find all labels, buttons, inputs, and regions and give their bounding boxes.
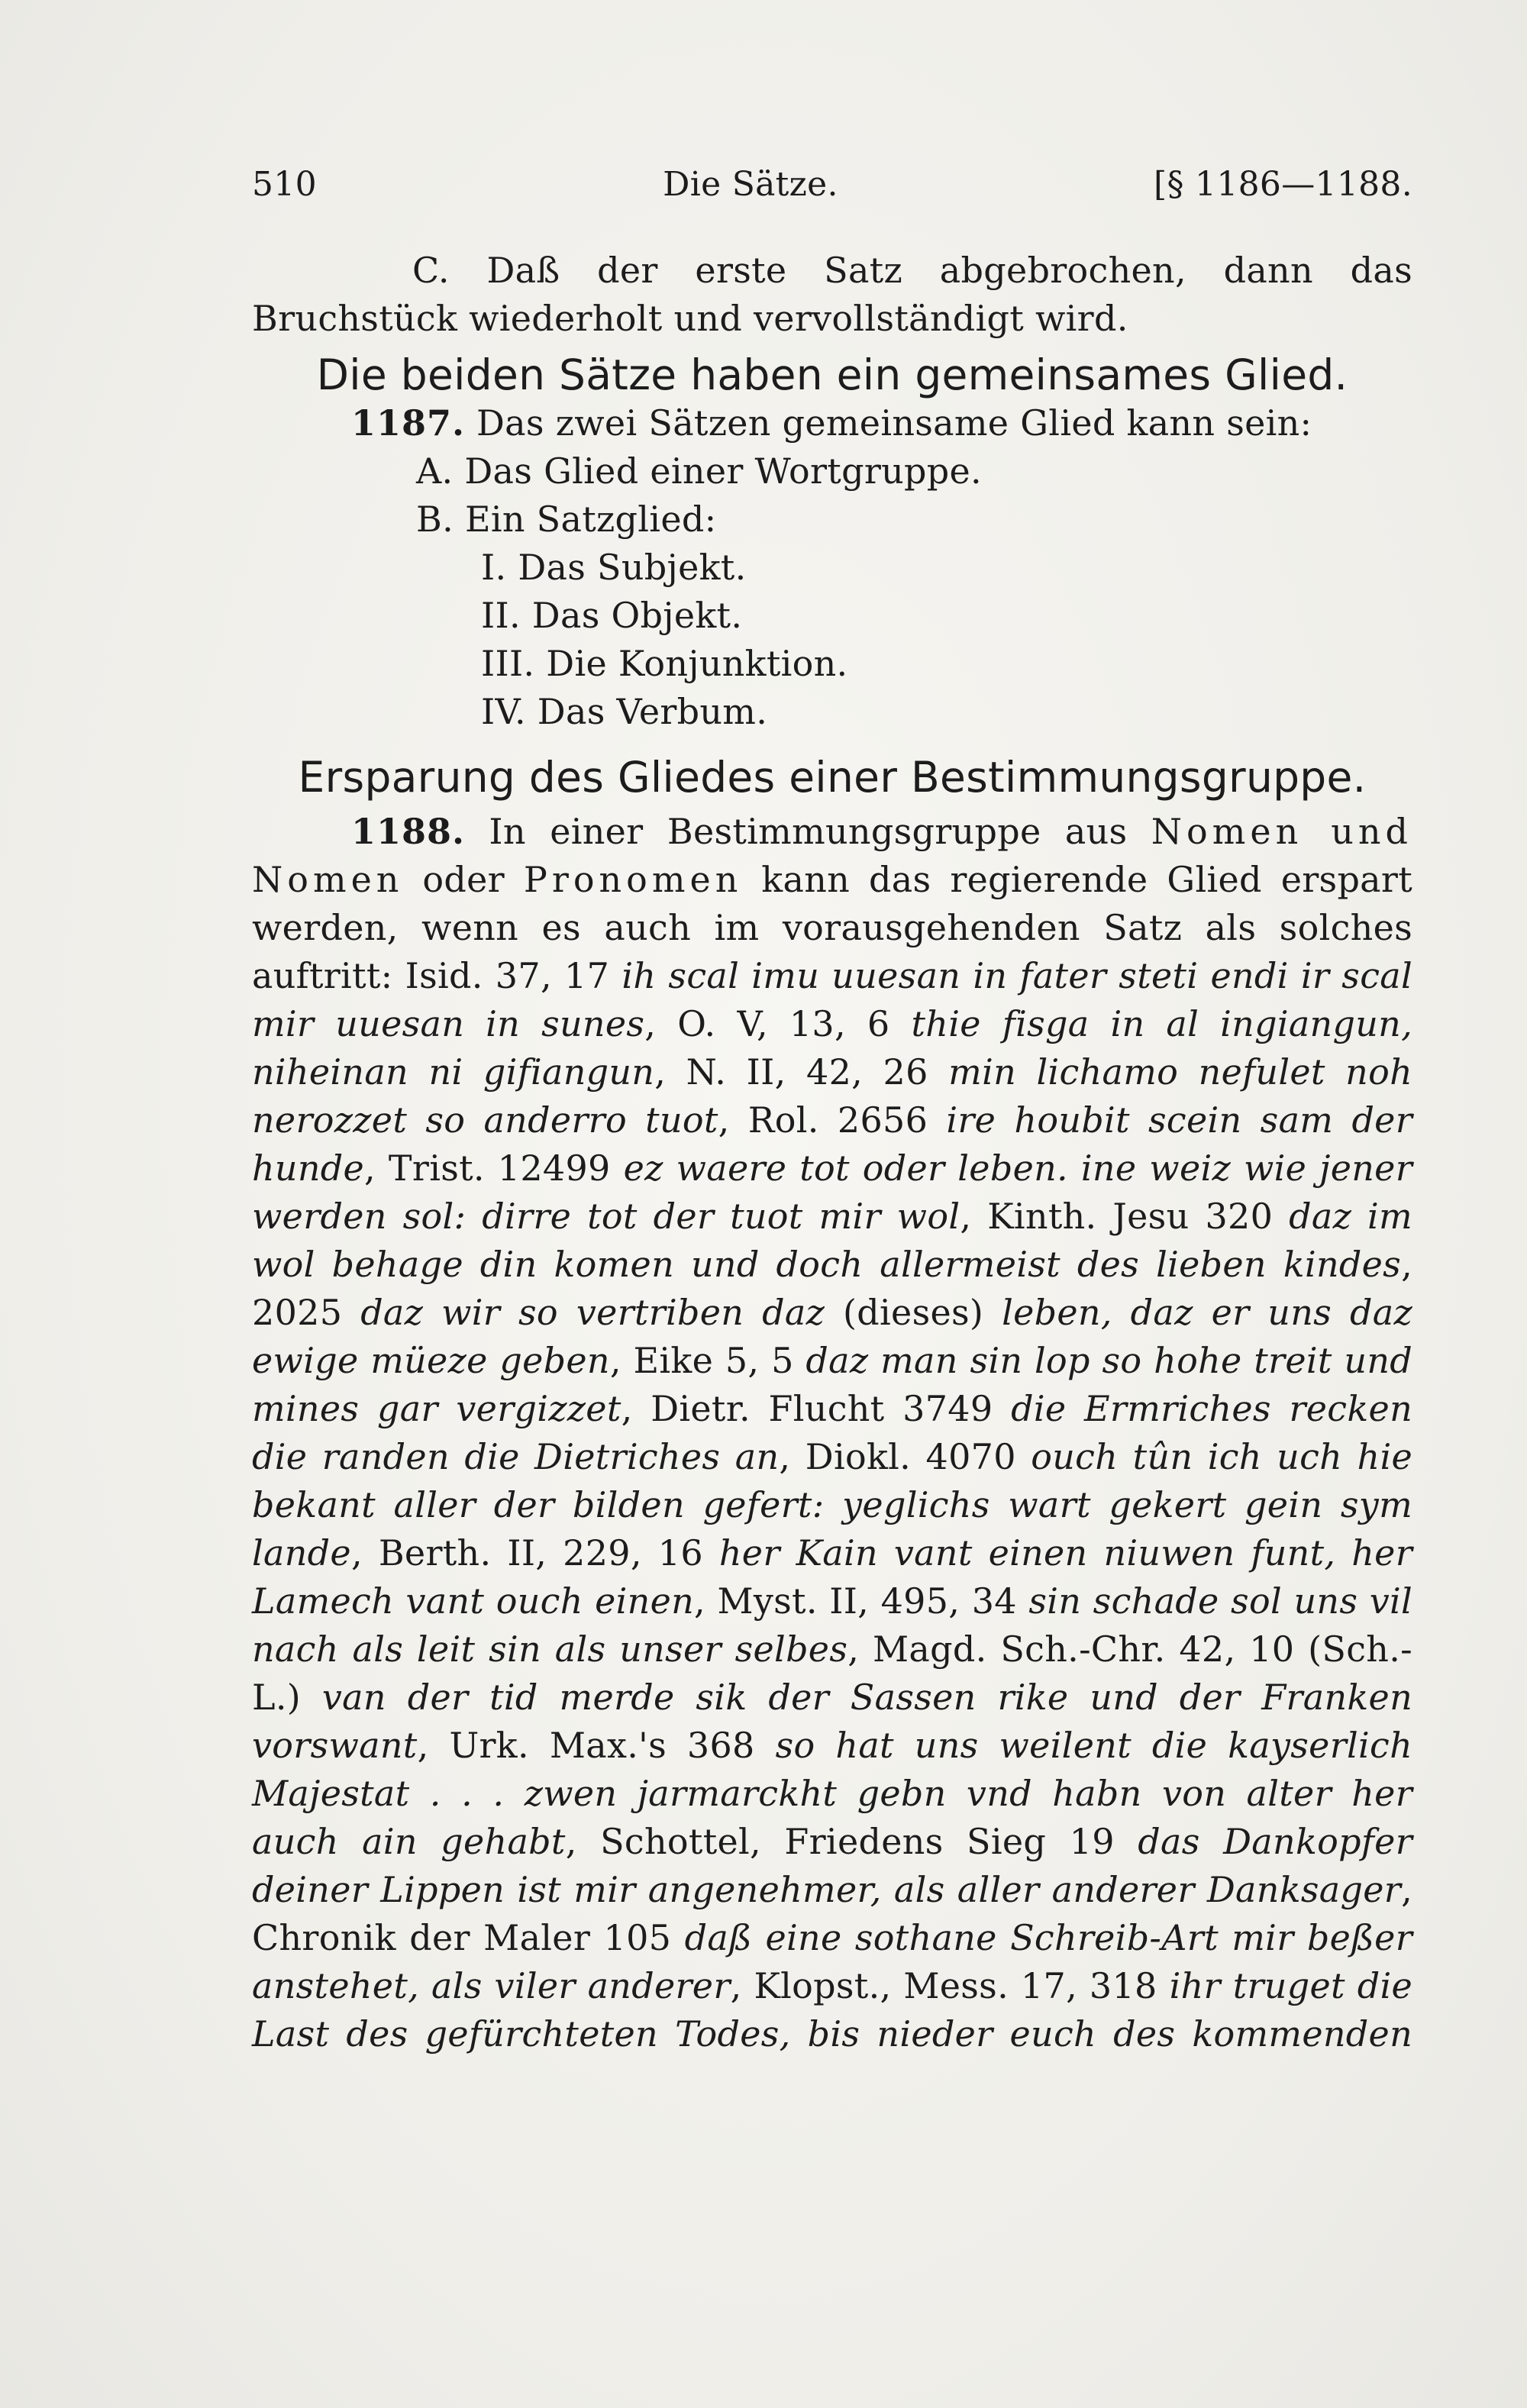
quotation-text: leben, daz er uns daz ewige müeze geben — [252, 1292, 1412, 1381]
paragraph-1188-intro: In einer Bestimmungsgruppe aus — [489, 811, 1151, 852]
source-reference: , O. V, 13, 6 — [644, 1003, 912, 1044]
list-item: A. Das Glied einer Wortgruppe. — [416, 450, 982, 492]
paragraph-1187-text: Das zwei Sätzen gemeinsame Glied kann sein: — [476, 402, 1312, 444]
quotation-text: daß eine sothane Schreib-Art mir beßer anstehet, als viler anderer — [252, 1917, 1412, 2006]
source-reference: , N. II, 42, 26 — [654, 1051, 949, 1093]
quotation-text: her Kain vant einen niuwen funt, her Lamech vant ouch einen — [252, 1532, 1412, 1622]
paragraph-1188-or: oder — [403, 859, 524, 900]
quotation-text: das Dankopfer deiner Lippen ist mir angenehmer, als aller anderer Danksager — [252, 1821, 1412, 1910]
quotation-text: daz im wol behage din komen und doch allermeist des lieben kindes — [252, 1196, 1412, 1285]
list-item: III. Die Konjunktion. — [481, 643, 848, 684]
source-reference: , Eike 5, 5 — [609, 1340, 806, 1381]
quotation-text: ihr truget die Last des gefürchteten Todes, bis nieder euch des kommenden — [252, 1965, 1412, 2055]
source-reference: , 2025 — [252, 1244, 1412, 1333]
quotation-text: daz wir so vertriben daz — [360, 1292, 825, 1333]
quotation-text: daz man sin lop so hohe treit und mines gar vergizzet — [252, 1340, 1413, 1429]
intro-paragraph-c: C. Daß der erste Satz abgebrochen, dann das Bruchstück wiederholt und vervollständigt wird. — [252, 250, 1412, 339]
list-item: B. Ein Satzglied: — [416, 499, 717, 540]
quotation-text: so hat uns weilent die kayserlich Majestat . . . zwen jarmarckht gebn vnd habn von alter her auch ain gehabt — [252, 1725, 1412, 1862]
quotation-text: die Ermriches recken die randen die Dietriches an — [252, 1388, 1412, 1477]
source-reference: , Kinth. Jesu 320 — [960, 1196, 1290, 1237]
running-title: Die Sätze. — [663, 165, 838, 204]
text-block — [252, 160, 1412, 2058]
list-item: II. Das Objekt. — [481, 595, 743, 636]
quotation-text: ouch tûn ich uch hie bekant aller der bilden gefert: yeglichs wart gekert gein sym lande — [252, 1436, 1412, 1574]
source-reference: Isid. 37, 17 — [405, 955, 622, 996]
source-reference: , Magd. Sch.-Chr. 42, 10 (Sch.-L.) — [252, 1628, 1412, 1718]
source-reference: , Chronik der Maler 105 — [252, 1869, 1412, 1958]
source-reference: , Myst. II, 495, 34 — [694, 1580, 1029, 1622]
section-range: [§ 1186—1188. — [1154, 165, 1412, 204]
list-1187 — [252, 447, 1412, 736]
citations — [252, 955, 1412, 2055]
source-reference: , Schottel, Friedens Sieg 19 — [565, 1821, 1138, 1862]
spaced-term-pronomen: Pronomen — [523, 859, 743, 900]
quotation-text: min lichamo nefulet noh nerozzet so anderro tuot — [252, 1051, 1412, 1141]
paragraph-1188 — [252, 808, 1412, 2058]
running-head — [252, 160, 1412, 208]
source-reference: , Dietr. Flucht 3749 — [621, 1388, 1012, 1429]
paragraph-1187 — [252, 399, 1412, 447]
section-number-1188: 1188. — [351, 811, 466, 852]
section-number-1187: 1187. — [351, 402, 466, 444]
source-reference: , Berth. II, 229, 16 — [350, 1532, 719, 1574]
source-reference: , Rol. 2656 — [718, 1099, 947, 1141]
page-number: 510 — [252, 165, 317, 204]
quotation-text: ire houbit scein sam der hunde — [252, 1099, 1412, 1189]
source-reference: , Diokl. 4070 — [779, 1436, 1031, 1477]
source-reference: , Klopst., Mess. 17, 318 — [730, 1965, 1170, 2006]
source-reference: , Urk. Max.'s 368 — [417, 1725, 776, 1766]
list-item: I. Das Subjekt. — [481, 547, 747, 588]
quotation-text: thie fisga in al ingiangun, niheinan ni gifiangun — [252, 1003, 1413, 1093]
source-reference: (dieses) — [825, 1292, 1002, 1333]
quotation-text: sin schade sol uns vil nach als leit sin als unser selbes — [252, 1580, 1413, 1670]
section-heading-1: Die beiden Sätze haben ein gemeinsames Glied. — [316, 350, 1348, 399]
quotation-text: van der tid merde sik der Sassen rike und der Franken vorswant — [252, 1677, 1412, 1766]
quotation-text: ez waere tot oder leben. ine weiz wie jener werden sol: dirre tot der tuot mir wol — [252, 1148, 1412, 1237]
quotation-text: ih scal imu uuesan in fater steti endi ir scal mir uuesan in sunes — [252, 955, 1413, 1044]
paragraph-1188-rule: kann das regierende Glied erspart werden, wenn es auch im vorausgehenden Satz als solches auftritt: — [252, 859, 1412, 996]
section-heading-2: Ersparung des Gliedes einer Bestimmungsgruppe. — [298, 753, 1367, 802]
source-reference: , Trist. 12499 — [364, 1148, 624, 1189]
list-item: IV. Das Verbum. — [481, 691, 768, 732]
spaced-term-nomen: Nomen und Nomen — [252, 811, 1412, 900]
